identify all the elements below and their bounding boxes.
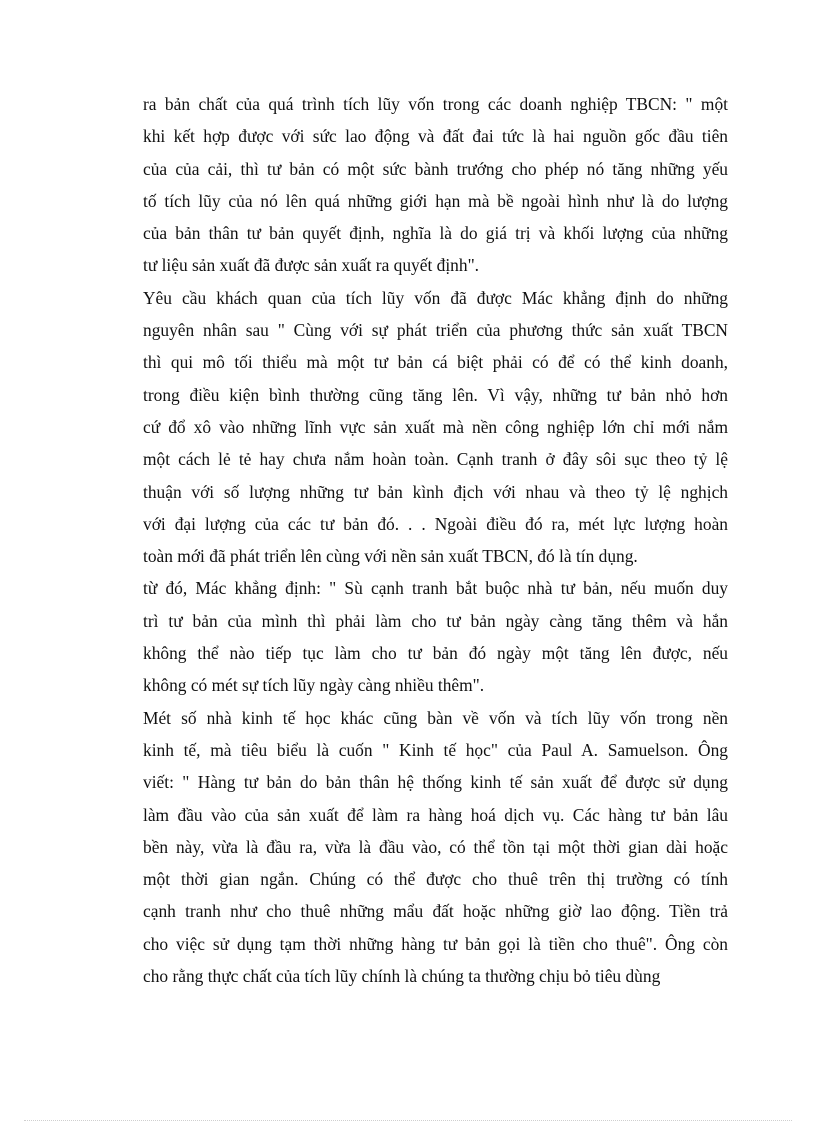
text-line: từ đó, Mác khẳng định: " Sù cạnh tranh bắt buộc nhà tư bản, nếu muốn duy — [143, 578, 728, 599]
text-line: một cách lẻ tẻ hay chưa nắm hoàn toàn. Cạnh tranh ở đây sôi sục theo tỷ lệ — [143, 449, 728, 470]
text-line: viết: " Hàng tư bản do bản thân hệ thống kinh tế sản xuất để được sử dụng — [143, 772, 728, 793]
text-line: cho việc sử dụng tạm thời những hàng tư bản gọi là tiền cho thuê". Ông còn — [143, 933, 728, 954]
paragraph-1 — [143, 88, 728, 282]
text-line: thuận với số lượng những tư bản kình địch với nhau và theo tỷ lệ nghịch — [143, 481, 728, 502]
text-line: thì qui mô tối thiểu mà một tư bản cá biệt phải có để có thể kinh doanh, — [143, 352, 728, 373]
paragraph-2 — [143, 282, 728, 573]
text-line: của của cải, thì tư bản có một sức bành trướng cho phép nó tăng những yếu — [143, 158, 728, 179]
text-line: cạnh tranh như cho thuê những mẩu đất hoặc những giờ lao động. Tiền trả — [143, 901, 728, 922]
text-line: khi kết hợp được với sức lao động và đất đai tức là hai nguồn gốc đầu tiên — [143, 126, 728, 147]
text-line: không có mét sự tích lũy ngày càng nhiều thêm". — [143, 675, 485, 696]
page-bottom-rule — [24, 1120, 792, 1121]
text-line: không thể nào tiếp tục làm cho tư bản đó ngày một tăng lên được, nếu — [143, 643, 728, 664]
text-line: trì tư bản của mình thì phải làm cho tư bản ngày càng tăng thêm và hắn — [143, 610, 728, 631]
text-line: toàn mới đã phát triển lên cùng với nền sản xuất TBCN, đó là tín dụng. — [143, 546, 638, 567]
text-line: nguyên nhân sau " Cùng với sự phát triển của phương thức sản xuất TBCN — [143, 320, 728, 341]
text-line: ra bản chất của quá trình tích lũy vốn trong các doanh nghiệp TBCN: " một — [143, 94, 728, 114]
paragraph-3 — [143, 572, 728, 701]
text-line: của bản thân tư bản quyết định, nghĩa là do giá trị và khối lượng của những — [143, 223, 728, 244]
text-line: bền này, vừa là đầu ra, vừa là đầu vào, có thể tồn tại một thời gian dài hoặc — [143, 836, 728, 857]
body-text — [143, 88, 728, 992]
text-line: Mét số nhà kinh tế học khác cũng bàn về vốn và tích lũy vốn trong nền — [143, 707, 728, 728]
text-line: trong điều kiện bình thường cũng tăng lên. Vì vậy, những tư bản nhỏ hơn — [143, 384, 728, 405]
text-line: tư liệu sản xuất đã được sản xuất ra quyết định". — [143, 255, 480, 276]
text-line: làm đầu vào của sản xuất để làm ra hàng hoá dịch vụ. Các hàng tư bản lâu — [143, 804, 728, 825]
paragraph-4 — [143, 702, 728, 993]
text-line: với đại lượng của các tư bản đó. . . Ngoài điều đó ra, mét lực lượng hoàn — [143, 513, 728, 534]
text-line: Yêu cầu khách quan của tích lũy vốn đã được Mác khẳng định do những — [143, 287, 728, 308]
text-line: một thời gian ngắn. Chúng có thể được cho thuê trên thị trường có tính — [143, 869, 728, 890]
text-line: cứ đổ xô vào những lĩnh vực sản xuất mà nền công nghiệp lớn chỉ mới nắm — [143, 416, 728, 437]
text-line: cho rằng thực chất của tích lũy chính là chúng ta thường chịu bỏ tiêu dùng — [143, 966, 661, 987]
text-line: tố tích lũy của nó lên quá những giới hạn mà bề ngoài hình như là do lượng — [143, 190, 728, 211]
text-line: kinh tế, mà tiêu biểu là cuốn " Kinh tế học" của Paul A. Samuelson. Ông — [143, 739, 728, 760]
